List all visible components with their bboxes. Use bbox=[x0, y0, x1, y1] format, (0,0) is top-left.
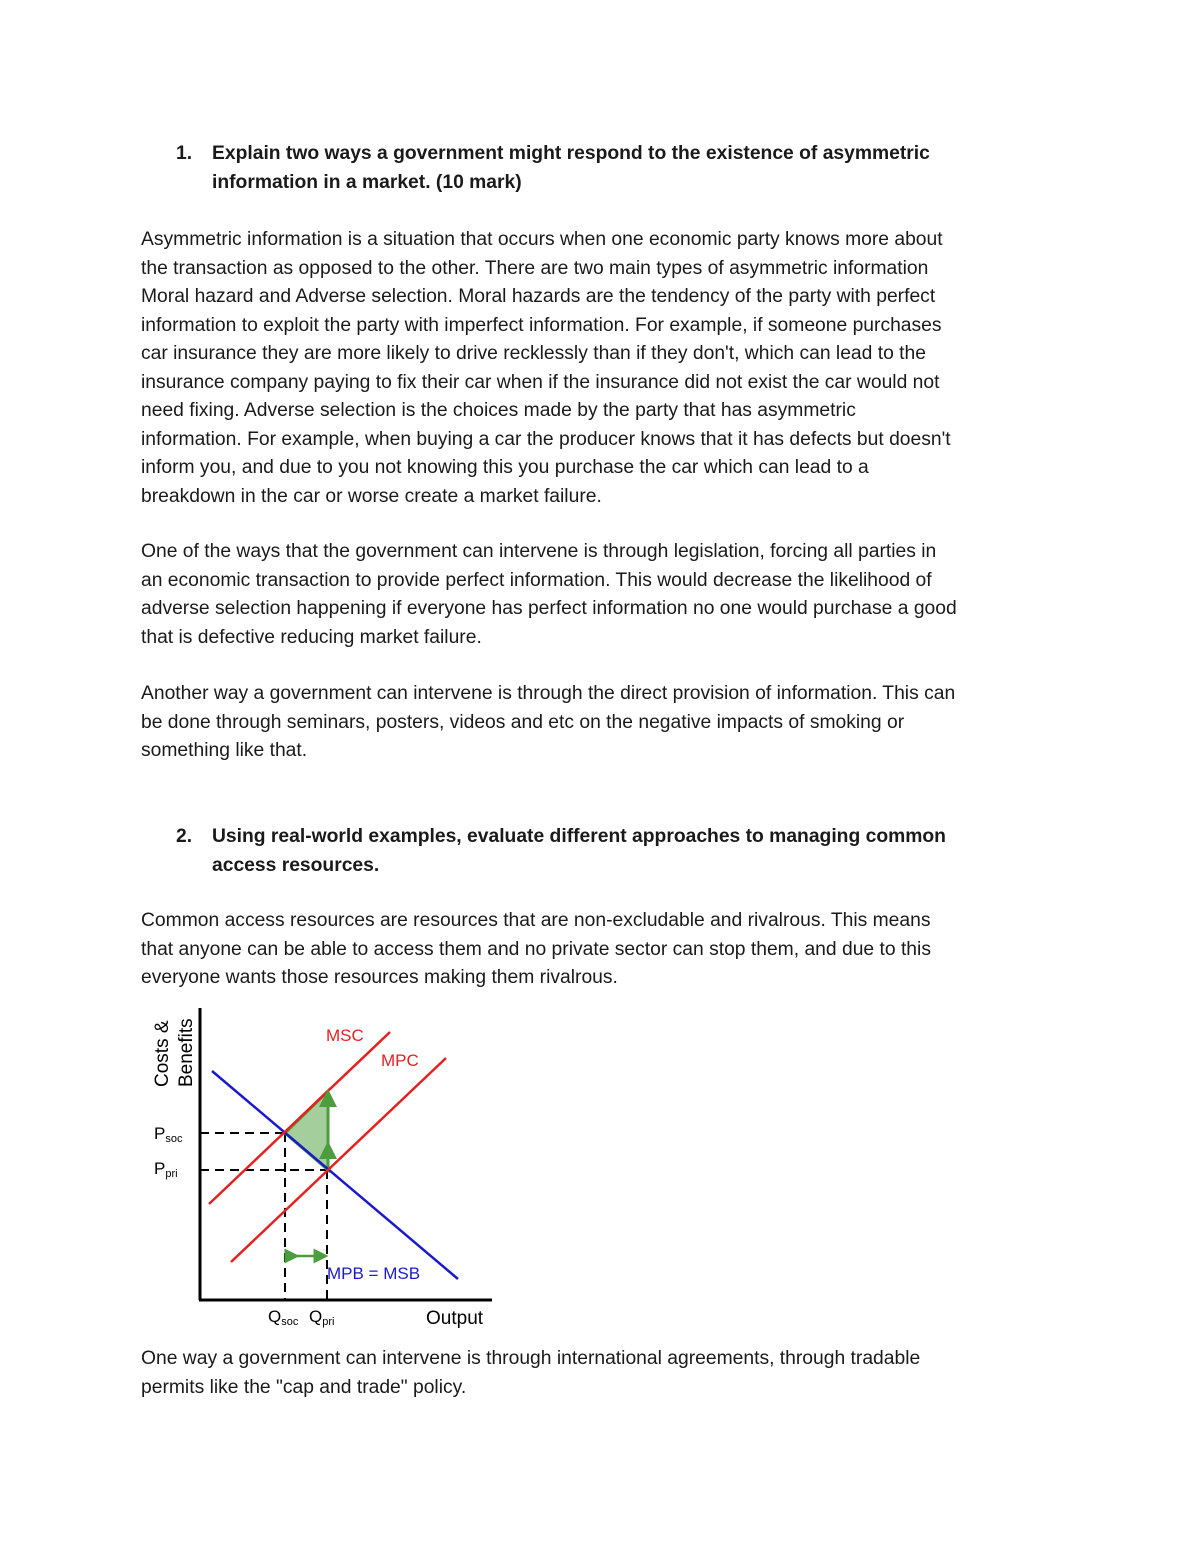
msc-curve bbox=[209, 1032, 390, 1204]
text-line: insurance company paying to fix their car when if the insurance did not exist the car would not bbox=[141, 371, 940, 393]
text-line: Moral hazard and Adverse selection. Moral hazards are the tendency of the party with perfect bbox=[141, 286, 936, 307]
text-line: information to exploit the party with imperfect information. For example, if someone purchases bbox=[141, 314, 942, 336]
q-soc-label bbox=[268, 1307, 299, 1328]
q-soc-main: Q bbox=[268, 1307, 282, 1326]
text-line: Asymmetric information is a situation that occurs when one economic party knows more about bbox=[141, 229, 943, 250]
text-line: that anyone can be able to access them and no private sector can stop them, and due to this bbox=[141, 938, 931, 960]
text-line: One of the ways that the government can intervene is through legislation, forcing all parties in bbox=[141, 541, 937, 562]
q-pri-main: Q bbox=[309, 1307, 323, 1326]
text-line: that is defective reducing market failure. bbox=[141, 626, 482, 648]
paragraph-5 bbox=[141, 1345, 920, 1402]
q-soc-sub: soc bbox=[281, 1316, 299, 1328]
text-line: adverse selection happening if everyone has perfect information no one would purchase a good bbox=[141, 598, 957, 619]
p-soc-main: P bbox=[154, 1124, 166, 1143]
mpc-curve bbox=[231, 1058, 446, 1262]
q-pri-sub: pri bbox=[322, 1316, 335, 1328]
p-pri-main: P bbox=[154, 1159, 166, 1178]
q-pri-label bbox=[309, 1307, 334, 1328]
text-line: need fixing. Adverse selection is the choices made by the party that has asymmetric bbox=[141, 400, 856, 421]
text-line: car insurance they are more likely to drive recklessly than if they don't, which can lead to the bbox=[141, 343, 926, 364]
demand-curve bbox=[212, 1071, 458, 1279]
question-number: 2. bbox=[176, 826, 193, 847]
x-axis-label: Output bbox=[426, 1308, 484, 1329]
text-line: One way a government can intervene is through international agreements, through tradable bbox=[141, 1348, 921, 1369]
text-line: information. For example, when buying a car the producer knows that it has defects but doesn't bbox=[141, 428, 951, 450]
question-text: access resources. bbox=[212, 854, 380, 876]
question-text: information in a market. (10 mark) bbox=[212, 171, 522, 193]
p-pri-label bbox=[154, 1159, 178, 1180]
y-axis-label bbox=[152, 1018, 197, 1087]
msc-label: MSC bbox=[326, 1026, 364, 1045]
p-soc-label bbox=[154, 1124, 183, 1145]
text-line: an economic transaction to provide perfect information. This would decrease the likelihood of bbox=[141, 569, 932, 591]
text-line: inform you, and due to you not knowing this you purchase the car which can lead to a bbox=[141, 457, 869, 478]
text-line: the transaction as opposed to the other. There are two main types of asymmetric information bbox=[141, 257, 929, 279]
y-axis-label-line: Costs & bbox=[152, 1020, 173, 1087]
demand-label: MPB = MSB bbox=[327, 1264, 421, 1283]
question-text: Explain two ways a government might respond to the existence of asymmetric bbox=[212, 143, 930, 164]
deadweight-loss-area bbox=[285, 1091, 328, 1170]
text-line: permits like the "cap and trade" policy. bbox=[141, 1376, 467, 1398]
text-line: everyone wants those resources making them rivalrous. bbox=[141, 967, 618, 988]
guide-lines bbox=[200, 1133, 327, 1300]
y-axis-label-line: Benefits bbox=[176, 1018, 197, 1087]
question-text: Using real-world examples, evaluate different approaches to managing common bbox=[212, 826, 946, 847]
mpc-label: MPC bbox=[381, 1051, 419, 1070]
text-line: Another way a government can intervene is through the direct provision of information. This can bbox=[141, 683, 956, 704]
question-number: 1. bbox=[176, 143, 193, 164]
text-line: breakdown in the car or worse create a market failure. bbox=[141, 485, 602, 507]
p-pri-sub: pri bbox=[165, 1168, 178, 1180]
text-line: Common access resources are resources that are non-excludable and rivalrous. This means bbox=[141, 910, 931, 931]
text-line: something like that. bbox=[141, 740, 308, 761]
text-line: be done through seminars, posters, videos and etc on the negative impacts of smoking or bbox=[141, 711, 905, 733]
p-soc-sub: soc bbox=[165, 1133, 183, 1145]
